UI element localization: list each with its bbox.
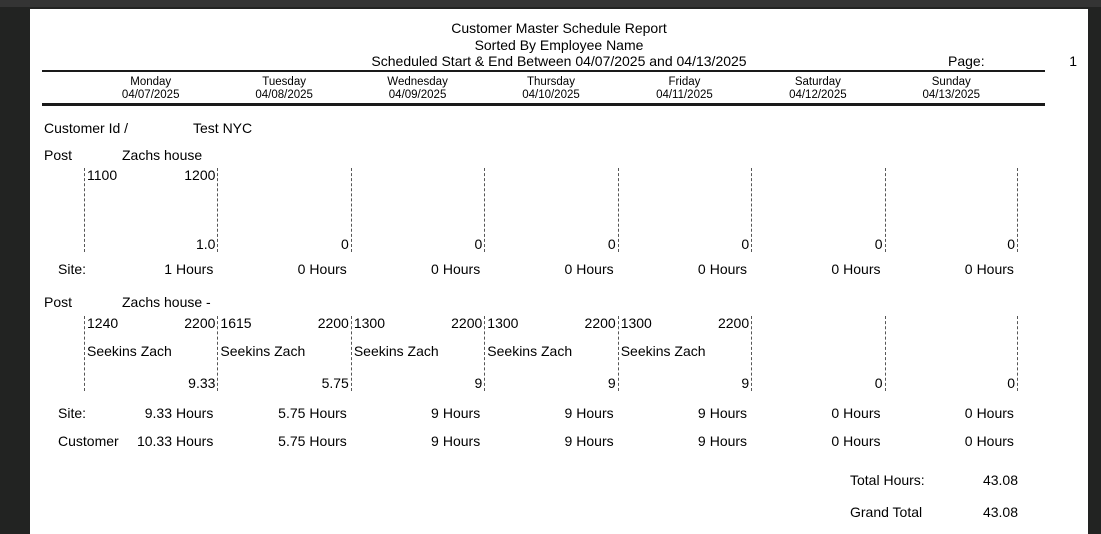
grand-total-label: Grand Total <box>850 504 923 520</box>
schedule-cell <box>217 168 350 252</box>
hours-unit: Hours <box>709 433 748 449</box>
hours-value: 9.33 <box>144 405 172 421</box>
day-column-header <box>885 76 1018 101</box>
employee-name: Seekins Zach <box>353 343 439 359</box>
schedule-cell <box>84 316 217 391</box>
hours-unit: Hours <box>309 433 347 449</box>
day-header-rule <box>42 103 1045 106</box>
day-total-hours: 5.75 <box>321 375 349 391</box>
day-total-hours: 0 <box>1007 236 1015 252</box>
hours-unit: Hours <box>976 261 1014 277</box>
day-name: Saturday <box>794 76 841 88</box>
hours-value: 0 <box>831 433 840 449</box>
post-name: Zachs house - <box>122 294 211 310</box>
day-total-hours: 0 <box>741 236 750 252</box>
hours-unit: Hours <box>576 405 614 421</box>
report-date-range: Scheduled Start & End Between 04/07/2025 and 04/13/2025 <box>371 53 747 69</box>
hours-value: 0 <box>431 261 439 277</box>
day-column-header <box>484 76 617 101</box>
day-date: 04/10/2025 <box>522 88 580 101</box>
schedule-cell <box>618 316 751 391</box>
page-label: Page: <box>948 53 985 69</box>
hours-unit: Hours <box>176 433 214 449</box>
schedule-block <box>84 316 1018 391</box>
end-time: 2200 <box>451 316 483 331</box>
hours-value: 5.75 <box>278 433 306 449</box>
hours-value: 9 <box>564 405 573 421</box>
day-date: 04/08/2025 <box>255 88 313 101</box>
start-time: 1615 <box>220 316 252 331</box>
report-header <box>30 20 1088 70</box>
page-number: 1 <box>1069 53 1077 69</box>
schedule-cell <box>84 168 217 252</box>
hours-value: 0 <box>564 261 573 277</box>
schedule-cell <box>885 316 1018 391</box>
hours-unit: Hours <box>843 261 881 277</box>
hours-unit: Hours <box>309 405 347 421</box>
day-date: 04/09/2025 <box>388 88 447 101</box>
start-time: 1240 <box>87 316 119 331</box>
schedule-cell <box>217 316 350 391</box>
customer-id-label: Customer Id / <box>44 120 129 136</box>
hours-value: 9 <box>431 405 439 421</box>
post-row <box>30 294 1088 311</box>
schedule-cell <box>751 168 884 252</box>
day-total-hours: 0 <box>1007 375 1015 391</box>
hours-value: 0 <box>964 433 973 449</box>
report-page <box>30 9 1088 534</box>
hours-unit: Hours <box>576 433 614 449</box>
post-row <box>30 147 1088 164</box>
hours-unit: Hours <box>843 433 881 449</box>
day-name: Friday <box>668 76 701 88</box>
total-hours-label: Total Hours: <box>850 472 925 488</box>
hours-value: 0 <box>697 261 706 277</box>
day-column-header <box>751 76 884 101</box>
hours-unit: Hours <box>442 405 481 421</box>
day-date: 04/13/2025 <box>922 88 981 101</box>
schedule-cell <box>751 316 884 391</box>
report-subtitle: Sorted By Employee Name <box>474 36 644 53</box>
hours-value: 10.33 <box>136 433 172 449</box>
day-name: Wednesday <box>387 76 448 88</box>
start-time: 1300 <box>487 316 519 331</box>
customer-total-label: Customer <box>58 433 119 449</box>
day-total-hours: 0 <box>874 375 883 391</box>
schedule-cell <box>618 168 751 252</box>
hours-value: 0 <box>964 261 973 277</box>
hours-value: 9 <box>431 433 439 449</box>
hours-unit: Hours <box>976 433 1014 449</box>
hours-unit: Hours <box>442 261 481 277</box>
hours-value: 0 <box>964 405 973 421</box>
report-title: Customer Master Schedule Report <box>451 20 667 36</box>
day-header-row <box>84 76 1018 101</box>
end-time: 2200 <box>584 316 616 331</box>
end-time: 2200 <box>184 316 216 331</box>
total-hours-value: 43.08 <box>982 472 1018 488</box>
site-label: Site: <box>58 405 87 421</box>
day-name: Monday <box>130 76 172 88</box>
start-time: 1300 <box>353 316 385 331</box>
day-name: Thursday <box>527 76 575 88</box>
day-total-hours: 0 <box>341 236 349 252</box>
start-time: 1100 <box>87 168 118 183</box>
hours-unit: Hours <box>709 405 748 421</box>
customer-total-row <box>30 433 1088 450</box>
day-total-hours: 9.33 <box>188 375 216 391</box>
day-date: 04/11/2025 <box>656 88 713 101</box>
end-time: 1200 <box>184 168 216 183</box>
site-hours-row <box>30 405 1088 422</box>
employee-name: Seekins Zach <box>220 343 306 359</box>
day-total-hours: 9 <box>474 375 483 391</box>
hours-unit: Hours <box>576 261 614 277</box>
hours-unit: Hours <box>843 405 881 421</box>
schedule-cell <box>351 316 484 391</box>
post-label: Post <box>44 147 73 163</box>
day-column-header <box>351 76 484 101</box>
site-label: Site: <box>58 261 87 277</box>
hours-value: 1 <box>164 261 172 277</box>
day-total-hours: 0 <box>874 236 883 252</box>
hours-value: 9 <box>564 433 573 449</box>
customer-name: Test NYC <box>193 120 253 136</box>
hours-unit: Hours <box>176 405 214 421</box>
customer-row <box>30 120 1088 137</box>
post-name: Zachs house <box>122 147 203 163</box>
schedule-block <box>84 168 1018 252</box>
hours-unit: Hours <box>976 405 1014 421</box>
employee-name: Seekins Zach <box>487 343 573 359</box>
header-divider-rule <box>42 70 1045 72</box>
end-time: 2200 <box>317 316 349 331</box>
grand-total-row <box>30 504 1088 521</box>
day-total-hours: 1.0 <box>195 236 216 252</box>
end-time: 2200 <box>717 316 750 331</box>
hours-value: 0 <box>831 405 840 421</box>
schedule-cell <box>885 168 1018 252</box>
hours-value: 0 <box>831 261 840 277</box>
hours-value: 9 <box>697 405 706 421</box>
day-date: 04/12/2025 <box>789 88 847 101</box>
hours-unit: Hours <box>442 433 481 449</box>
grand-total-value: 43.08 <box>982 504 1018 520</box>
schedule-cell <box>351 168 484 252</box>
day-total-hours: 9 <box>741 375 750 391</box>
day-column-header <box>618 76 751 101</box>
day-total-hours: 9 <box>607 375 616 391</box>
hours-value: 9 <box>697 433 706 449</box>
day-total-hours: 0 <box>474 236 483 252</box>
hours-value: 0 <box>297 261 306 277</box>
hours-unit: Hours <box>309 261 347 277</box>
start-time: 1300 <box>620 316 652 331</box>
day-total-hours: 0 <box>607 236 616 252</box>
window-top-strip <box>0 0 1101 7</box>
day-column-header <box>84 76 217 101</box>
day-column-header <box>217 76 350 101</box>
site-hours-row <box>30 261 1088 278</box>
employee-name: Seekins Zach <box>620 343 706 359</box>
employee-name: Seekins Zach <box>87 343 172 359</box>
hours-unit: Hours <box>709 261 748 277</box>
total-hours-row <box>30 472 1088 489</box>
schedule-cell <box>484 168 617 252</box>
hours-value: 5.75 <box>278 405 306 421</box>
post-label: Post <box>44 294 73 310</box>
day-name: Sunday <box>931 76 971 88</box>
day-name: Tuesday <box>262 76 306 88</box>
schedule-cell <box>484 316 617 391</box>
day-date: 04/07/2025 <box>121 88 180 101</box>
hours-unit: Hours <box>176 261 214 277</box>
